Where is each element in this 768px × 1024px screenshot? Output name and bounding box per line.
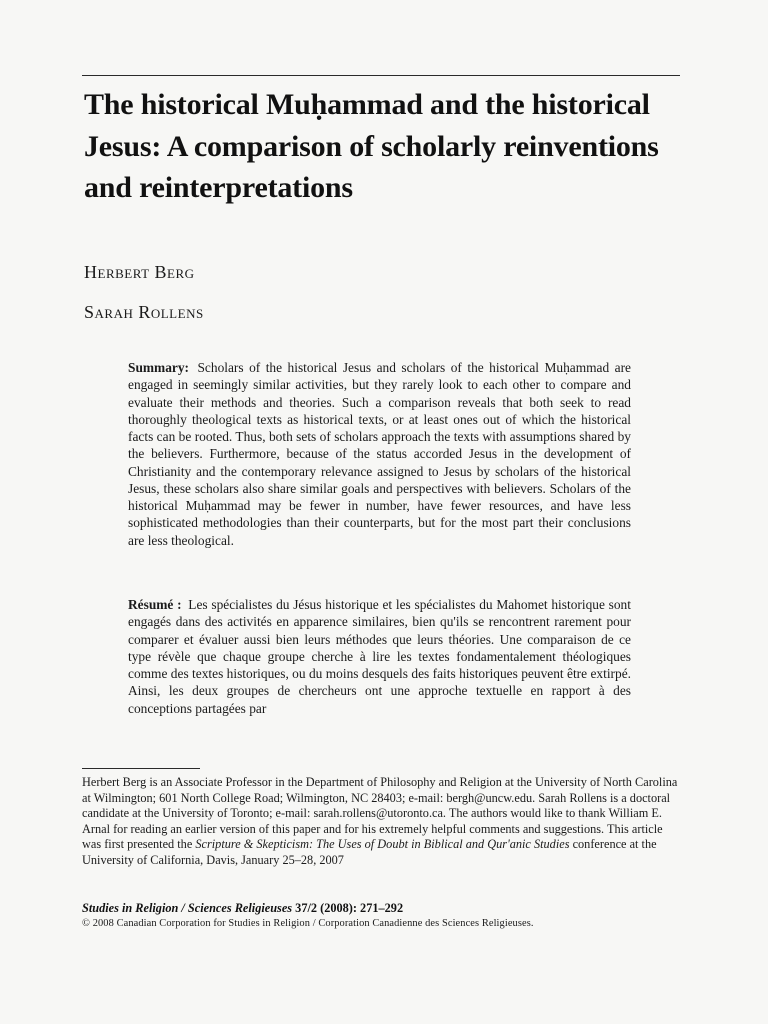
resume-text: Les spécialistes du Jésus historique et les spécialistes du Mahomet historique sont engagés dans des activités en apparence similaires, bien qu'ils se rencontrent rarement pour comparer et évaluer aussi bien leurs méthodes que leurs théories. Une comparaison de ce type révèle que chaque groupe cherche à lire les textes fondamentalement théologiques comme des textes historiques, ou du moins desquels des faits historiques peuvent être extirpé. Ainsi, les deux groupes de chercheurs ont une approche textuelle en rapport à des conceptions partagées par — [128, 597, 631, 716]
journal-volume-pages: 37/2 (2008): 271–292 — [295, 901, 404, 915]
author-sarah-rollens: Sarah Rollens — [84, 302, 204, 322]
footnote-text-1: Herbert Berg is an Associate Professor in the Department of Philosophy and Religion at the University of North Carolina at Wilmington; 601 North College Road; Wilmington, NC 28403; e-mail: bergh@uncw.edu. Sarah Rollens is a doctoral candidate at the University of Toronto; e-mail: sarah.rollens@utoronto.ca. The authors would like to thank William E. Arnal for reading an earlier version of this paper and for his extremely helpful comments and suggestions. This article was first presented the — [82, 775, 678, 851]
header-rule — [82, 75, 680, 76]
summary-text: Scholars of the historical Jesus and scholars of the historical Muḥammad are engaged in seemingly similar activities, but they rarely look to each other to compare and evaluate their methods and theories. Such a comparison reveals that both seek to read thoroughly theological texts as historical texts, or at least ones out of which the historical facts can be rooted. Thus, both sets of scholars approach the texts with assumptions shared by the believers. Furthermore, because of the status accorded Jesus in the development of Christianity and the contemporary relevance assigned to Jesus by scholars of the historical Jesus, these scholars also share similar goals and perspectives with believers. Scholars of the historical Muḥammad may be fewer in number, have fewer resources, and have less sophisticated methodologies than their counterparts, but for the most part their conclusions are less theological. — [128, 360, 631, 548]
conference-name: Scripture & Skepticism: The Uses of Doubt in Biblical and Qur'anic Studies — [195, 837, 570, 851]
journal-name: Studies in Religion / Sciences Religieuses — [82, 901, 293, 915]
english-summary — [128, 359, 631, 549]
journal-citation — [82, 900, 682, 916]
copyright-notice: © 2008 Canadian Corporation for Studies in Religion / Corporation Canadienne des Sciences Religieuses. — [82, 918, 534, 929]
footnote-rule — [82, 768, 200, 769]
author-herbert-berg: Herbert Berg — [84, 262, 195, 282]
resume-label: Résumé : — [128, 597, 182, 612]
footnote-text-2: conference at the University of California, Davis, January 25–28, 2007 — [82, 837, 657, 867]
article-title: The historical Muḥammad and the historical Jesus: A comparison of scholarly reinventions and reinterpretations — [84, 88, 659, 204]
french-resume — [128, 596, 631, 717]
summary-label: Summary: — [128, 360, 189, 375]
author-footnote — [82, 775, 678, 868]
